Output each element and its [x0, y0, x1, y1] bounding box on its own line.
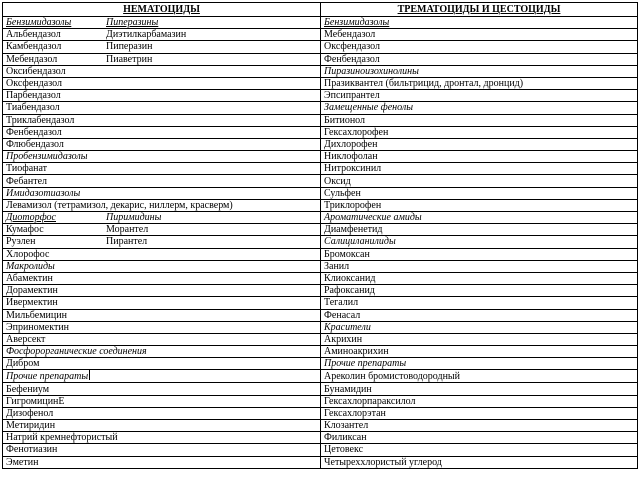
trematocide-name: Занил: [324, 260, 350, 272]
trematocide-name: Салициланилиды: [324, 236, 396, 248]
nematocide-name: Прочие препараты: [6, 371, 89, 383]
nematocide-name: Руэлен: [6, 236, 36, 248]
nematocide-cell: [3, 102, 321, 114]
table-row: [3, 29, 638, 41]
nematocide-cell: [3, 126, 321, 138]
table-row: [3, 444, 638, 456]
table-row: [3, 236, 638, 248]
nematocide-name: Мебендазол: [6, 53, 58, 65]
trematocide-name: Оксфендазол: [324, 41, 380, 53]
nematocide-cell: [3, 77, 321, 89]
trematocide-cell: [321, 395, 638, 407]
trematocide-cell: [321, 456, 638, 468]
trematocide-name: Пиразиноизохинолины: [324, 65, 419, 77]
nematocide-name: Бензимидазолы: [6, 17, 72, 29]
nematocide-cell: [3, 65, 321, 77]
nematocide-name: Дизофенол: [6, 407, 54, 419]
table-header-row: [3, 3, 638, 17]
nematocide-cell: [3, 346, 321, 358]
trematocide-name: Празиквантел (бильтрицид, дронтал, дронцид): [324, 78, 524, 90]
trematocide-name: Гексахлорофен: [324, 126, 389, 138]
nematocide-cell: [3, 17, 321, 29]
table-row: [3, 17, 638, 29]
nematocide-name: Эметин: [6, 456, 39, 468]
nematocide-name: Дибром: [6, 358, 40, 370]
trematocide-name: Фенбендазол: [324, 53, 380, 65]
nematocide-cell: [3, 236, 321, 248]
nematocide-name: Эприномектин: [6, 321, 70, 333]
nematocide-name: Ивермектин: [6, 297, 58, 309]
nematocide-cell: [3, 333, 321, 345]
nematocide-subgroup-name: Пиперазин: [106, 41, 153, 53]
nematocide-cell: [3, 41, 321, 53]
nematocide-cell: [3, 212, 321, 224]
nematocide-name: Метиридин: [6, 420, 56, 432]
nematocide-name: Фенотиазин: [6, 444, 58, 456]
table-row: [3, 224, 638, 236]
nematocide-cell: [3, 187, 321, 199]
table-row: [3, 321, 638, 333]
nematocide-cell: [3, 224, 321, 236]
table-row: [3, 370, 638, 383]
trematocide-cell: [321, 407, 638, 419]
table-row: [3, 199, 638, 211]
nematocide-cell: [3, 395, 321, 407]
trematocide-name: Сульфен: [324, 187, 361, 199]
trematocide-cell: [321, 358, 638, 370]
nematocide-cell: [3, 29, 321, 41]
table-row: [3, 420, 638, 432]
nematocide-name: Имидазотиазолы: [6, 187, 81, 199]
nematocide-cell: [3, 151, 321, 163]
table-row: [3, 285, 638, 297]
trematocide-cell: [321, 102, 638, 114]
nematocide-name: Левамизол (тетрамизол, декарис, ниллерм, красверм): [6, 199, 233, 211]
nematocide-cell: [3, 309, 321, 321]
trematocide-cell: [321, 114, 638, 126]
nematocide-cell: [3, 138, 321, 150]
nematocide-name: Тиофанат: [6, 163, 48, 175]
trematocide-cell: [321, 236, 638, 248]
trematocide-name: Диамфенетид: [324, 224, 383, 236]
nematocide-cell: [3, 420, 321, 432]
trematocide-cell: [321, 126, 638, 138]
nematocide-name: ГигромицинЕ: [6, 395, 65, 407]
table-row: [3, 407, 638, 419]
trematocide-cell: [321, 321, 638, 333]
trematocide-name: Цетовекс: [324, 444, 364, 456]
trematocide-cell: [321, 17, 638, 29]
nematocide-cell: [3, 272, 321, 284]
trematocide-cell: [321, 297, 638, 309]
trematocide-cell: [321, 333, 638, 345]
nematocide-name: Флюбендазол: [6, 138, 64, 150]
nematocide-subgroup-name: Морантел: [106, 224, 149, 236]
trematocide-name: Нитроксинил: [324, 163, 382, 175]
nematocide-name: Оксибендазол: [6, 65, 66, 77]
trematocide-cell: [321, 77, 638, 89]
trematocide-cell: [321, 272, 638, 284]
table-row: [3, 260, 638, 272]
trematocide-cell: [321, 432, 638, 444]
trematocide-cell: [321, 285, 638, 297]
nematocide-name: Фебантел: [6, 175, 48, 187]
nematocide-cell: [3, 321, 321, 333]
document: [2, 2, 637, 469]
table-row: [3, 272, 638, 284]
nematocide-cell: [3, 163, 321, 175]
trematocide-cell: [321, 224, 638, 236]
trematocide-name: Бунамидин: [324, 383, 372, 395]
table-row: [3, 163, 638, 175]
trematocide-name: Аминоакрихин: [324, 346, 389, 358]
trematocide-cell: [321, 90, 638, 102]
trematocide-cell: [321, 383, 638, 395]
trematocide-cell: [321, 260, 638, 272]
nematocide-name: Мильбемицин: [6, 309, 67, 321]
table-row: [3, 248, 638, 260]
trematocide-cell: [321, 138, 638, 150]
table-row: [3, 41, 638, 53]
nematocide-cell: [3, 444, 321, 456]
nematocide-cell: [3, 90, 321, 102]
trematocide-name: Никлофолан: [324, 151, 378, 163]
nematocide-cell: [3, 297, 321, 309]
nematocide-cell: [3, 383, 321, 395]
nematocide-cell: [3, 456, 321, 468]
trematocide-cell: [321, 309, 638, 321]
trematocide-name: Клозантел: [324, 420, 369, 432]
table-row: [3, 333, 638, 345]
trematocide-cell: [321, 163, 638, 175]
table-row: [3, 395, 638, 407]
header-trematocides-cestocides: ТРЕМАТОЦИДЫ И ЦЕСТОЦИДЫ: [321, 3, 638, 17]
table-row: [3, 77, 638, 89]
header-nematocides: НЕМАТОЦИДЫ: [3, 3, 321, 17]
trematocide-cell: [321, 248, 638, 260]
trematocide-name: Гексахлорэтан: [324, 407, 386, 419]
nematocide-subgroup-name: Пиримидины: [106, 212, 162, 224]
trematocide-name: Битионол: [324, 114, 366, 126]
trematocide-name: Триклорофен: [324, 199, 382, 211]
nematocide-name: Фенбендазол: [6, 126, 62, 138]
nematocide-cell: [3, 199, 321, 211]
nematocide-cell: [3, 407, 321, 419]
table-row: [3, 138, 638, 150]
nematocide-name: Макролиды: [6, 260, 55, 272]
table-row: [3, 126, 638, 138]
nematocide-cell: [3, 432, 321, 444]
nematocide-cell: [3, 248, 321, 260]
table-row: [3, 456, 638, 468]
nematocide-name: Пробензимидазолы: [6, 151, 88, 163]
nematocide-name: Хлорофос: [6, 248, 50, 260]
nematocide-cell: [3, 114, 321, 126]
nematocide-cell: [3, 285, 321, 297]
trematocide-name: Рафоксанид: [324, 285, 375, 297]
table-body: [3, 17, 638, 469]
nematocide-name: Натрий кремнефтористый: [6, 432, 118, 444]
nematocide-name: Оксфендазол: [6, 78, 62, 90]
trematocide-name: Филиксан: [324, 432, 367, 444]
table-row: [3, 297, 638, 309]
trematocide-name: Гексахлорпараксилол: [324, 395, 416, 407]
table-row: [3, 187, 638, 199]
trematocide-cell: [321, 346, 638, 358]
nematocide-name: Абамектин: [6, 273, 53, 285]
trematocide-name: Четыреххлористый углерод: [324, 456, 442, 468]
nematocide-cell: [3, 358, 321, 370]
table-row: [3, 65, 638, 77]
table-row: [3, 175, 638, 187]
nematocide-cell: [3, 260, 321, 272]
nematocide-subgroup-name: Пиаветрин: [106, 53, 153, 65]
trematocide-name: Красители: [324, 321, 371, 333]
nematocide-name: Аверсект: [6, 333, 46, 345]
table-row: [3, 358, 638, 370]
nematocide-name: Фосфорорганические соединения: [6, 346, 147, 358]
nematocide-subgroup-name: Пирантел: [106, 236, 148, 248]
trematocide-cell: [321, 29, 638, 41]
nematocide-name: Триклабендазол: [6, 114, 75, 126]
trematocide-cell: [321, 53, 638, 65]
nematocide-name: Камбендазол: [6, 41, 62, 53]
trematocide-name: Дихлорофен: [324, 138, 378, 150]
nematocide-name: Диоторфос: [6, 212, 56, 224]
table-row: [3, 383, 638, 395]
trematocide-name: Бромоксан: [324, 248, 370, 260]
trematocide-cell: [321, 212, 638, 224]
table-row: [3, 212, 638, 224]
table-row: [3, 102, 638, 114]
trematocide-name: Ареколин бромистоводородный: [324, 370, 461, 382]
table-row: [3, 432, 638, 444]
trematocide-name: Эпсипрантел: [324, 90, 380, 102]
nematocide-name: Дорамектин: [6, 285, 58, 297]
table-row: [3, 53, 638, 65]
table-row: [3, 114, 638, 126]
nematocide-name: Кумафос: [6, 224, 44, 236]
trematocide-name: Тегалил: [324, 297, 359, 309]
trematocide-name: Оксид: [324, 175, 351, 187]
anthelmintic-table: [2, 2, 638, 469]
trematocide-cell: [321, 65, 638, 77]
trematocide-cell: [321, 151, 638, 163]
nematocide-name: Бефениум: [6, 383, 50, 395]
nematocide-name: Альбендазол: [6, 29, 61, 41]
trematocide-cell: [321, 444, 638, 456]
nematocide-subgroup-name: Диэтилкарбамазин: [106, 29, 187, 41]
table-row: [3, 346, 638, 358]
nematocide-name: Тиабендазол: [6, 102, 60, 114]
trematocide-name: Акрихин: [324, 333, 363, 345]
trematocide-cell: [321, 187, 638, 199]
nematocide-name: Парбендазол: [6, 90, 61, 102]
trematocide-cell: [321, 41, 638, 53]
trematocide-name: Бензимидазолы: [324, 17, 390, 29]
trematocide-name: Клиоксанид: [324, 273, 376, 285]
nematocide-cell: [3, 175, 321, 187]
trematocide-name: Фенасал: [324, 309, 361, 321]
trematocide-cell: [321, 370, 638, 383]
nematocide-cell: [3, 53, 321, 65]
text-cursor: [89, 370, 90, 380]
trematocide-name: Ароматические амиды: [324, 212, 422, 224]
trematocide-cell: [321, 199, 638, 211]
nematocide-subgroup-name: Пиперазины: [106, 17, 159, 29]
table-row: [3, 309, 638, 321]
trematocide-cell: [321, 420, 638, 432]
trematocide-cell: [321, 175, 638, 187]
table-row: [3, 90, 638, 102]
nematocide-cell: [3, 370, 321, 383]
trematocide-name: Прочие препараты: [324, 358, 407, 370]
table-row: [3, 151, 638, 163]
trematocide-name: Замещенные фенолы: [324, 102, 414, 114]
trematocide-name: Мебендазол: [324, 29, 376, 41]
